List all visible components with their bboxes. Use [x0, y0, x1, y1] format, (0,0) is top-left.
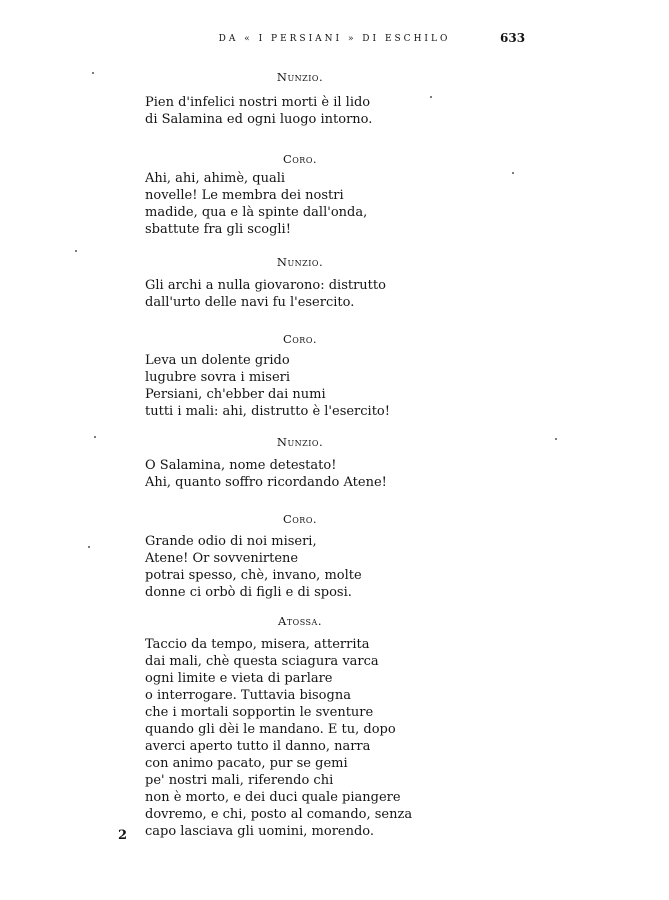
stanza-verses: [145, 94, 372, 128]
verse-line: con animo pacato, pur se gemi: [145, 756, 348, 771]
verse-line: tutti i mali: ahi, distrutto è l'esercito!: [145, 404, 390, 419]
stanza-verses: [145, 277, 386, 311]
verse-line: ogni limite e vieta di parlare: [145, 671, 333, 686]
verse-line: averci aperto tutto il danno, narra: [145, 739, 371, 754]
verse-line: o interrogare. Tuttavia bisogna: [145, 688, 351, 703]
speaker-label: Atossa.: [278, 614, 322, 628]
verse-line: madide, qua e là spinte dall'onda,: [145, 205, 368, 220]
verse-line: Taccio da tempo, misera, atterrita: [145, 637, 370, 652]
verse-line: non è morto, e dei duci quale piangere: [145, 790, 401, 805]
verse-line: Atene! Or sovvenirtene: [145, 551, 299, 566]
scan-speck: [555, 438, 557, 440]
verse-line: potrai spesso, chè, invano, molte: [145, 568, 362, 583]
stanza-verses: [145, 636, 412, 840]
scan-speck: [430, 96, 432, 98]
stanza-verses: [145, 170, 367, 238]
verse-line: Ahi, quanto soffro ricordando Atene!: [145, 475, 387, 490]
stanza-verses: [145, 533, 362, 601]
verse-line: che i mortali sopportin le sventure: [145, 705, 374, 720]
speaker-label: Nunzio.: [276, 70, 324, 84]
stanza-verses: [145, 352, 390, 420]
verse-line: dovremo, e chi, posto al comando, senza: [145, 807, 413, 822]
scan-speck: [94, 436, 96, 438]
verse-line: Ahi, ahi, ahimè, quali: [145, 171, 286, 186]
verse-line: donne ci orbò di figli e di sposi.: [145, 585, 352, 600]
verse-line: Persiani, ch'ebber dai numi: [145, 387, 326, 402]
verse-line: Gli archi a nulla giovarono: distrutto: [145, 278, 386, 293]
verse-line: dall'urto delle navi fu l'esercito.: [145, 295, 355, 310]
scan-speck: [75, 250, 77, 252]
verse-line: lugubre sovra i miseri: [145, 370, 291, 385]
stanza-verses: [145, 457, 387, 491]
speaker-label: Nunzio.: [276, 255, 324, 269]
verse-line: Pien d'infelici nostri morti è il lido: [145, 95, 371, 110]
verse-line: Grande odio di noi miseri,: [145, 534, 317, 549]
verse-line: dai mali, chè questa sciagura varca: [145, 654, 379, 669]
printer-signature-mark: 2: [118, 828, 128, 843]
scan-speck: [92, 72, 94, 74]
verse-line: Leva un dolente grido: [145, 353, 290, 368]
speaker-label: Coro.: [282, 152, 318, 166]
verse-line: novelle! Le membra dei nostri: [145, 188, 344, 203]
verse-line: sbattute fra gli scogli!: [145, 222, 291, 237]
scan-speck: [88, 546, 90, 548]
verse-line: pe' nostri mali, riferendo chi: [145, 773, 334, 788]
scan-speck: [512, 172, 514, 174]
page-number: 633: [500, 31, 526, 45]
verse-line: di Salamina ed ogni luogo intorno.: [145, 112, 373, 127]
running-head: DA « I PERSIANI » DI ESCHILO: [218, 34, 451, 44]
verse-line: quando gli dèi le mandano. E tu, dopo: [145, 722, 396, 737]
verse-line: O Salamina, nome detestato!: [145, 458, 337, 473]
speaker-label: Nunzio.: [276, 435, 324, 449]
speaker-label: Coro.: [282, 512, 318, 526]
verse-line: capo lasciava gli uomini, morendo.: [145, 824, 375, 839]
speaker-label: Coro.: [282, 332, 318, 346]
